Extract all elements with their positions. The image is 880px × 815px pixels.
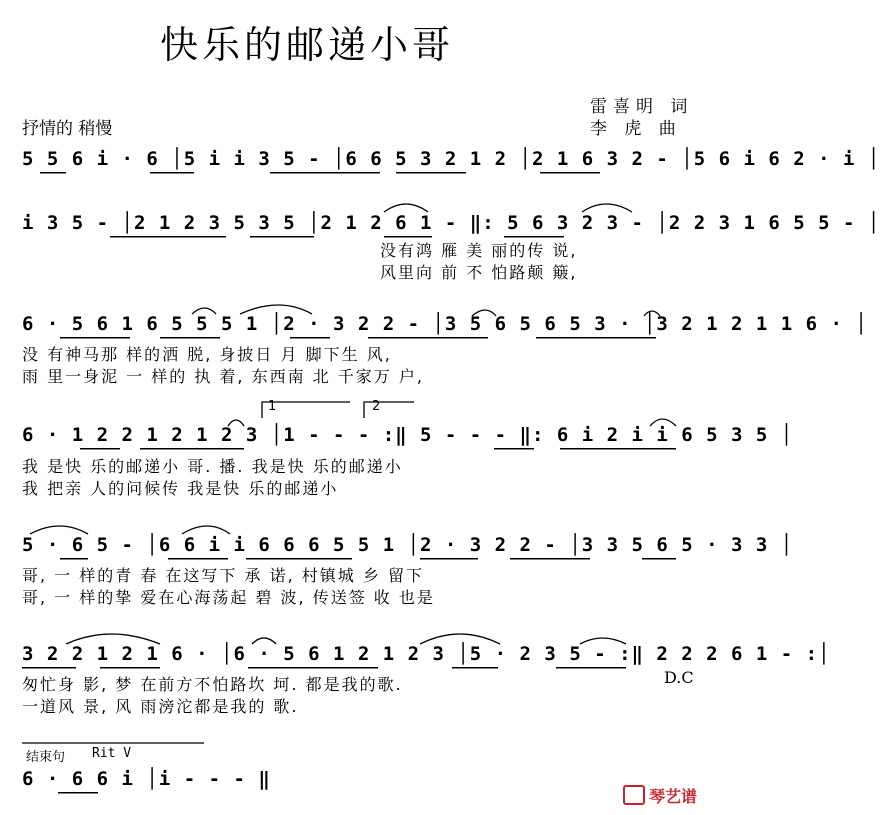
ending-label: 结束句 — [26, 750, 66, 765]
notation-ending: 6 · 6 6 i │i - - - ‖ — [22, 768, 271, 790]
song-title: 快乐的邮递小哥 — [160, 23, 455, 67]
dc-marking: D.C — [664, 668, 694, 687]
lyric-line-2-verse-1: 没有鸿 雁 美 丽的传 说, — [380, 241, 578, 260]
notation-line-1: 5 5 6 i · 6 │5 i i 3 5 - │6 6 5 3 2 1 2 │2 1 6 3 2 - │5 6 i 6 2 · i │ — [22, 148, 880, 170]
lyricist-credit: 雷喜明 词 — [590, 97, 694, 117]
ritardando-marking: Rit V — [92, 746, 132, 761]
lyric-line-4-verse-1: 我 是快 乐的邮递小 哥. 播. 我是快 乐的邮递小 — [22, 457, 403, 476]
lyric-line-2-verse-2: 风里向 前 不 怕路颠 簸, — [380, 263, 578, 282]
lyric-line-5-verse-2: 哥, 一 样的挚 爱在心海荡起 碧 波, 传送签 收 也是 — [22, 588, 435, 607]
tempo-marking: 抒情的 稍慢 — [22, 119, 113, 139]
lyric-line-5-verse-1: 哥, 一 样的青 春 在这写下 承 诺, 村镇城 乡 留下 — [22, 566, 424, 585]
volta-1-label: 1 — [268, 399, 277, 414]
lyric-line-6-verse-1: 匆忙身 影, 梦 在前方不怕路坎 坷. 都是我的歌. — [22, 675, 403, 694]
lyric-line-3-verse-2: 雨 里一身泥 一 样的 执 着, 东西南 北 千家万 户, — [22, 367, 424, 386]
notation-line-3: 6 · 5 6 1 6 5 5 5 1 │2 · 3 2 2 - │3 5 6 5 6 5 3 · │3 2 1 2 1 1 6 · │ — [22, 313, 868, 335]
lyric-line-4-verse-2: 我 把亲 人的问候传 我是快 乐的邮递小 — [22, 479, 339, 498]
composer-credit: 李 虎 曲 — [590, 119, 682, 139]
notation-line-6: 3 2 2 1 2 1 6 · │6 · 5 6 1 2 1 2 3 │5 · 2 3 5 - :‖ 2 2 2 6 1 - :│ — [22, 643, 831, 665]
lyric-line-3-verse-1: 没 有神马那 样的洒 脱, 身披日 月 脚下生 风, — [22, 345, 392, 364]
site-logo: 琴艺谱 — [623, 784, 697, 807]
notation-line-4: 6 · 1 2 2 1 2 1 2 3 │1 - - - :‖ 5 - - - ‖: 6 i 2 i i 6 5 3 5 │ — [22, 424, 794, 446]
notation-line-5: 5 · 6 5 - │6 6 i i 6 6 6 5 5 1 │2 · 3 2 2 - │3 3 5 6 5 · 3 3 │ — [22, 534, 794, 556]
volta-2-label: 2 — [372, 399, 381, 414]
lyric-line-6-verse-2: 一道风 景, 风 雨滂沱都是我的 歌. — [22, 697, 299, 716]
notation-line-2: i 3 5 - │2 1 2 3 5 3 5 │2 1 2 6 1 - ‖: 5 6 3 2 3 - │2 2 3 1 6 5 5 - │ — [22, 212, 880, 234]
